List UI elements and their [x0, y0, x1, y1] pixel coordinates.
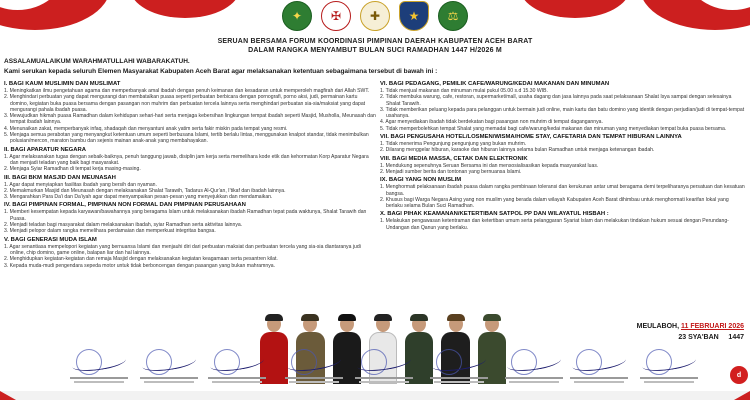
signature-place: MEULABOH, [636, 323, 680, 330]
section-title: V. BAGI GENERASI MUDA ISLAM [4, 236, 97, 243]
section-item: 2. Dilarang menggelar hiburan, karaoke dan hiburan lainnya selama bulan Ramadhan untuk menjaga ketenangan ibadah. [380, 147, 655, 154]
header-line-1: SERUAN BERSAMA FORUM KOORDINASI PIMPINAN DAERAH KABUPATEN ACEH BARAT [217, 38, 533, 45]
document-header [0, 37, 750, 55]
section-item: 3. Mengarahkan Para Da'i dan Da'iyah agar dapat menyampaikan pesan-pesan yang menyejukkan dan mendamaikan. [4, 194, 273, 201]
footer-bar [0, 391, 750, 400]
section-item: 2. Tidak membuka warung, cafe, restoran, supermarket/mall, usaha dagang dan jasa lainnya pada saat pelaksanaan Shalat Isya sampai dengan selesainya Shalat Tarawih. [380, 94, 732, 107]
section-item: 5. Tidak memperbolehkan tempat Shalat yang memadai bagi cafe/warung/kedai makanan dan minuman yang menyediakan tempat buka puasa bersama. [380, 125, 727, 132]
signature-block [637, 321, 744, 343]
left-column [4, 79, 376, 337]
section-item: 4. Agar menyediakan ibadah tidak berdekatan bagi pasangan non muhrim di tempat dagangannya. [380, 119, 603, 126]
signature-stamp [640, 346, 698, 386]
signature-hijri-year: 1447 [728, 334, 744, 341]
signature-stamp [140, 346, 198, 386]
section-item: 3. Tidak memberikan peluang kepada para pelanggan untuk bermain judi online, main kartu dan batu domino yang identik dengan perjudian/judi di tempat-tempat usahanya. [380, 106, 745, 120]
emblem-logo-3: ✚ [360, 1, 390, 31]
section-item: 3. Kepada muda-mudi pengendara sepeda motor untuk tidak berboncengan dengan pasangan yang bukan mahramnya. [4, 262, 276, 269]
section-item: 1. Tidak menjual makanan dan minuman mulai pukul 05.00 s.d 15.30 WIB. [380, 88, 548, 94]
logo-row [0, 1, 750, 35]
footer-red-corner-left [0, 391, 16, 400]
signature-stamp [208, 346, 266, 386]
section-title: VIII. BAGI MEDIA MASSA, CETAK DAN ELEKTRONIK [380, 155, 528, 162]
intro-text: Kami serukan kepada seluruh Elemen Masyarakat Kabupaten Aceh Barat agar melaksanakan ketentuan sebagaimana tersebut di bawah ini : [4, 68, 438, 75]
section-item: 2. Menghindari perbuatan yang dapat mengurangi dan membatalkan puasa seperti perbuatan berbicara dengan pornografi, porno aksi, judi, permainan kartu domino, kegiatan buka puasa bersama dengan pasangan non muhrim dan perbuatan tercela lainnya serta menghindari perbuatan sia-sia/maksiat yang dapat mengurangi pahala ibadah puasa. [4, 94, 366, 113]
signature-stamp [70, 346, 128, 386]
section-item: 1. Agar melaksanakan tugas dengan sebaik-baiknya, penuh tanggung jawab, disiplin jam kerja serta memelihara kode etik dan kehormatan Korp Aparatur Negara dan menjadi teladan yang baik bagi masyarakat. [4, 153, 369, 166]
section-title: X. BAGI PIHAK KEAMANAN/KETERTIBAN SATPOL PP DAN WILAYATUL HISBAH : [380, 211, 609, 218]
section-item: 1. Agar dapat menyiapkan fasilitas ibadah yang bersih dan nyaman. [4, 181, 157, 188]
signature-place-date [637, 321, 744, 332]
section-title: III. BAGI BKM MASJID DAN MEUNASAH [4, 174, 116, 181]
signature-stamp [570, 346, 628, 386]
section-title: II. BAGI APARATUR NEGARA [4, 146, 87, 153]
signature-stamp [430, 346, 488, 386]
signature-stamp [285, 346, 343, 386]
section-item: 2. Menjaga Syiar Ramadhan di tempat kerja masing-masing. [4, 166, 141, 173]
emblem-logo-2: ✠ [321, 1, 351, 31]
section-item: 5. Menjaga semua perabotan yang menyangkut ketentuan umum seperti berbusana Islami, tertib berlalu lintas, menggunakan knalpot standar, tidak menimbulkan polusian/mercon, maraton bambu dan sejenis mainan anak-anak yang membahayakan. [4, 132, 369, 145]
signature-stamp [505, 346, 563, 386]
section-item: 1. Melakukan pengawasan ketentraman dan ketertiban umum serta pelanggaran Syariat Islam dan melakukan tindakan hukum sesuai dengan Perundang-Undangan dan Qanun yang berlaku. [380, 218, 729, 231]
signature-hijri-date: 23 SYA'BAN [678, 334, 719, 341]
footer-red-corner-right [734, 391, 750, 400]
emblem-logo-1: ✦ [282, 1, 312, 31]
section-title: IX. BAGI YANG NON MUSLIM [380, 177, 462, 184]
section-title: I. BAGI KAUM MUSLIMIN DAN MUSLIMAT [4, 81, 121, 87]
section-item: 3. Menjadi pelopor dalam rangka memelihara perdamaian dan memperkuat integritas bangsa. [4, 228, 216, 235]
section-item: 2. Menghidupkan kegiatan-kegiatan dan remaja Masjid dengan melaksanakan kegiatan keagamaan serta pesantren kilat. [4, 256, 278, 263]
section-item: 1. Memberi kesempatan kepada karyawan/bawahannya yang beragama Islam untuk melaksanakan ibadah Ramadhan tepat pada waktunya, Shalat Tarawih dan Puasa. [4, 209, 367, 222]
section-item: 1. Menghormati pelaksanaan ibadah puasa dalam rangka pembinaan toleransi dan kerukunan antar umat beragama demi terpeliharanya persatuan dan kesatuan bangsa. [380, 184, 745, 197]
section-title: IV. BAGI PIMPINAN FORMAL, PIMPINAN NON FORMAL DAN PIMPINAN PERUSAHAAN [4, 202, 246, 209]
section-title: VI. BAGI PEDAGANG, PEMILIK CAFE/WARUNG/KEDAI MAKANAN DAN MINUMAN [380, 81, 610, 87]
header-line-2: DALAM RANGKA MENYAMBUT BULAN SUCI RAMADHAN 1447 H/2026 M [248, 47, 502, 54]
signature-row [0, 346, 750, 386]
signature-stamp [355, 346, 413, 386]
section-title: VII. BAGI PENGUSAHA HOTEL/LOSMEN/WISMA/HOME STAY, CAFETARIA DAN TEMPAT HIBURAN LAINNYA [380, 134, 682, 141]
section-item: 1. Tidak menerima Pengunjung pengunjung yang bukan muhrim. [380, 141, 527, 148]
section-item: 1. Meningkatkan ilmu pengetahuan agama dan memperbanyak amal ibadah dengan penuh keimanan dan kesadaran untuk memperoleh magfirah dari Allah SWT. [4, 88, 370, 94]
watermark-badge: d [730, 366, 748, 384]
emblem-logo-4: ★ [399, 1, 429, 31]
section-item: 4. Menunaikan zakat, memperbanyak infaq, shadaqah dan menyantuni anak yatim serta fakir miskin pada tempat yang resmi. [4, 125, 288, 132]
section-item: 1. Agar senantiasa mempelopori kegiatan yang bernuansa Islami dan menjauhi diri dari perbuatan maksiat dan perbuatan tercela yang sia-sia diantaranya judi online, chip domino, game online, balapan liar dan hal lainnya. [4, 243, 361, 256]
emblem-logo-5: ⚖ [438, 1, 468, 31]
section-item: 2. Menjadi teladan bagi masyarakat dalam melaksanakan ibadah, syiar Ramadhan serta aktivitas lainnya. [4, 222, 243, 229]
greeting: ASSALAMUALAIKUM WARAHMATULLAHI WABARAKATUH. [4, 58, 190, 65]
section-item: 3. Mewujudkan hikmah puasa Ramadhan dalam kehidupan sehari-hari serta menjaga kebersihan lingkungan tempat ibadah seperti Masjid, Musholla, Meunasah dan tempat ibadah lainnya. [4, 113, 376, 126]
section-item: 2. Menjadi sumber berita dan tontonan yang bernuansa Islami. [380, 168, 522, 175]
signature-date: 11 FEBRUARI 2026 [680, 323, 744, 330]
signature-hijri [637, 332, 744, 343]
section-item: 1. Mendukung sepenuhnya Seruan Bersama ini dan mensosialisasikan kepada masyarakat luas. [380, 162, 599, 169]
right-column [380, 79, 746, 259]
section-item: 2. Memakmurkan Masjid dan Meunasah dengan melaksanakan Shalat Tarawih, Tadarus Al-Qur'an, I'tikaf dan ibadah lainnya. [4, 187, 286, 194]
section-item: 2. Khusus bagi Warga Negara Asing yang non muslim yang berada dalam wilayah Kabupaten Aceh Barat dihimbau untuk menghormati kearifan lokal yang berlaku selama Bulan Suci Ramadhan. [380, 196, 729, 210]
